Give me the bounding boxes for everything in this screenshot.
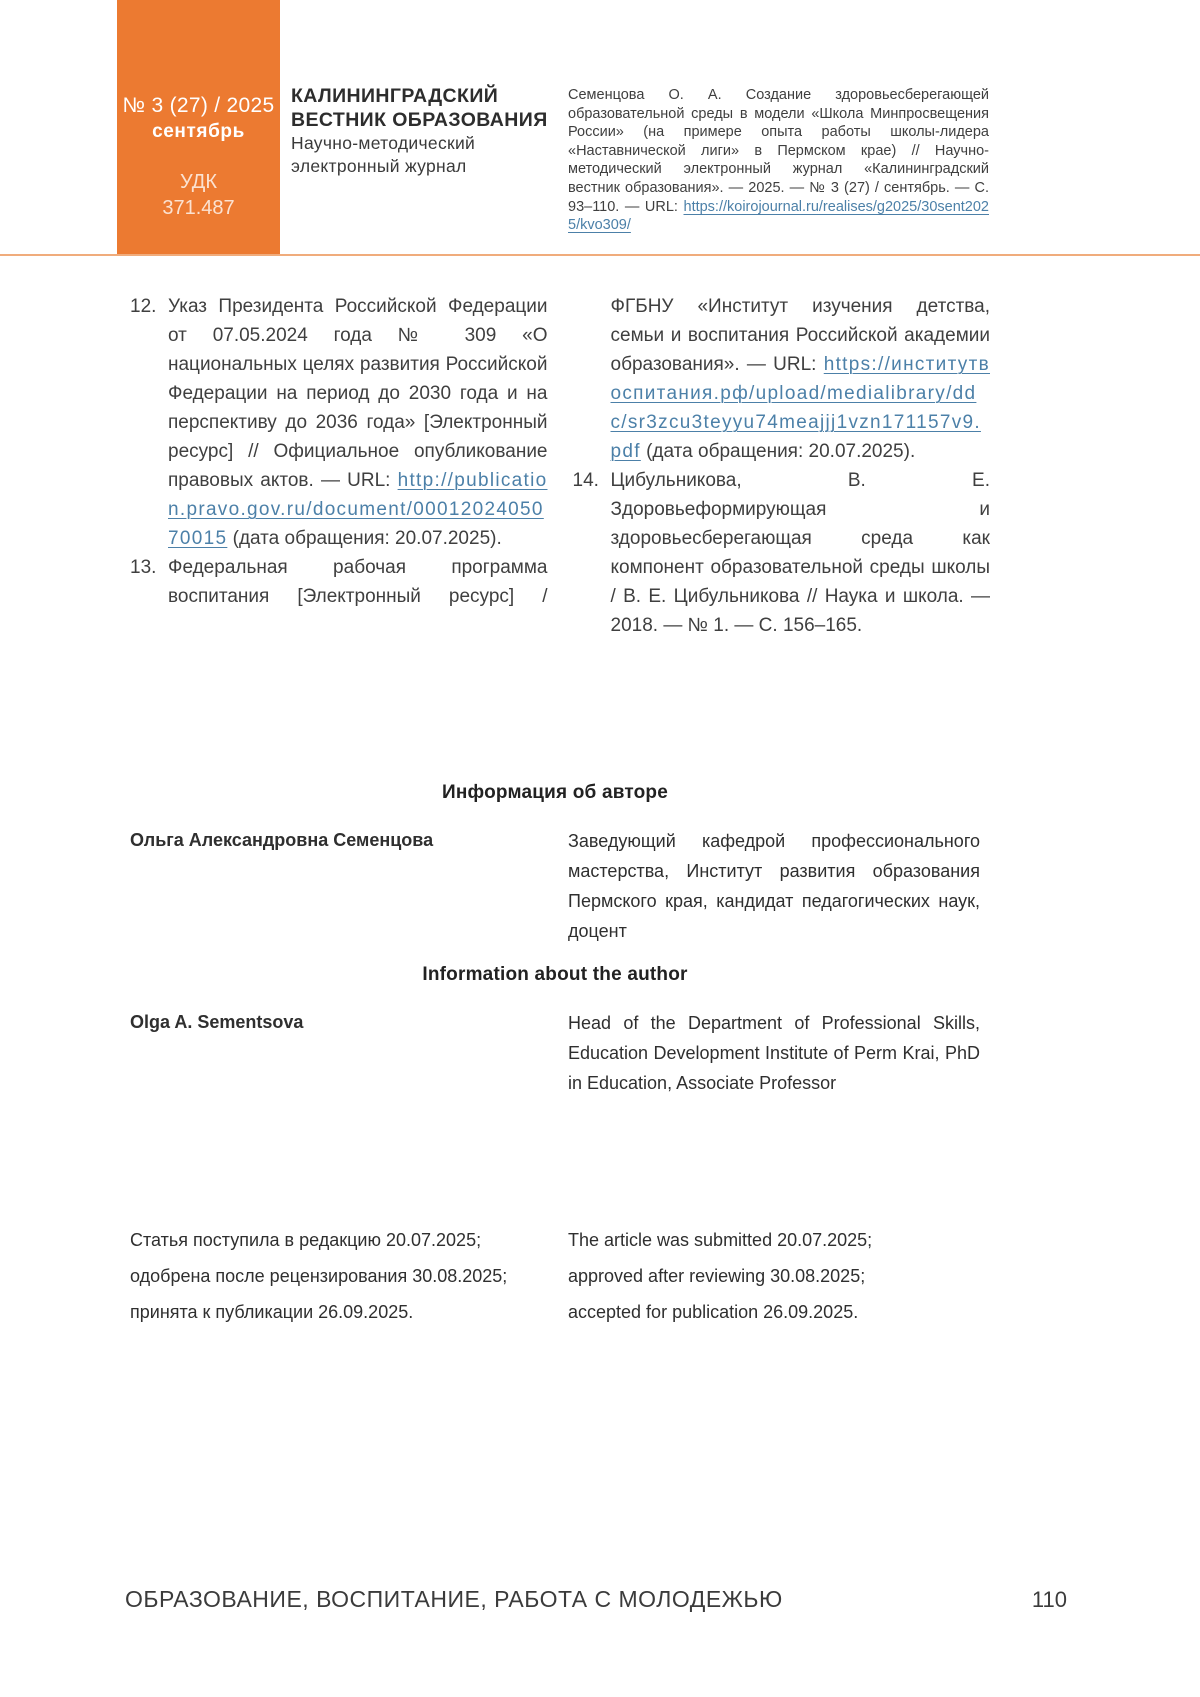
citation-text: Семенцова О. А. Создание здоровьесберегающей образовательной среды в модели «Школа Минпросвещения России» (на примере опыта работы школы-лидера «Наставнической лиги» в Пермском крае) // Научно-методический электронный журнал «Калининградский вестник образования». — 2025. — № 3 (27) / сентябрь. — С. 93–110. — URL: bbox=[568, 87, 989, 215]
journal-subtitle-line1: Научно-методический bbox=[291, 133, 476, 153]
reference-text: Федеральная рабочая программа воспитания [Электронный ресурс] / bbox=[168, 557, 548, 607]
journal-title-line1: КАЛИНИНГРАДСКИЙ bbox=[291, 85, 499, 107]
submission-line: принята к публикации 26.09.2025. bbox=[130, 1302, 414, 1322]
udk-label: УДК bbox=[179, 171, 217, 193]
page-number: 110 bbox=[1031, 1587, 1067, 1612]
reference-text: ФГБНУ «Институт изучения детства, семьи и воспитания Российской академии образования». — URL: bbox=[610, 296, 990, 375]
reference-text: Указ Президента Российской Федерации от 07.05.2024 года № 309 «О национальных целях развития Российской Федерации на период до 2030 года и на перспективу до 2036 года» [Электронный ресурс] // Официальное опубликование правовых актов. — URL: bbox=[168, 296, 548, 491]
author-description-ru: Заведующий кафедрой профессионального мастерства, Институт развития образования Пермского края, кандидат педагогических наук, доцент bbox=[568, 831, 980, 941]
issue-box bbox=[117, 0, 280, 255]
page-footer bbox=[125, 1586, 1067, 1613]
author-info-en-heading: Information about the author bbox=[422, 964, 688, 985]
reference-body bbox=[168, 292, 548, 553]
reference-number: 13. bbox=[130, 557, 157, 578]
reference-number bbox=[573, 292, 611, 466]
submission-dates-en bbox=[568, 1222, 980, 1330]
journal-title-line2: ВЕСТНИК ОБРАЗОВАНИЯ bbox=[291, 109, 548, 131]
author-info-section bbox=[130, 782, 980, 1116]
submission-dates-section bbox=[130, 1222, 980, 1330]
references-column-right bbox=[573, 292, 991, 640]
reference-text: (дата обращения: 20.07.2025). bbox=[227, 528, 502, 549]
author-info-ru-heading: Информация об авторе bbox=[441, 782, 669, 803]
journal-title-block bbox=[291, 84, 548, 178]
submission-line: approved after reviewing 30.08.2025; bbox=[568, 1266, 866, 1286]
author-info-ru-row bbox=[130, 826, 980, 946]
submission-line: The article was submitted 20.07.2025; bbox=[568, 1230, 873, 1250]
reference-item-13-continued bbox=[573, 292, 991, 466]
reference-text: (дата обращения: 20.07.2025). bbox=[640, 441, 916, 462]
reference-url-link[interactable]: http://publication.pravo.gov.ru/document/0001202405070015 bbox=[168, 470, 548, 549]
reference-url-link[interactable]: https://институтвоспитания.рф/upload/medialibrary/ddc/sr3zcu3teyyu74meajjj1vzn171157v9.pdf bbox=[610, 354, 990, 462]
reference-body bbox=[168, 553, 548, 611]
author-info-en-row bbox=[130, 1008, 980, 1098]
issue-number: № 3 (27) / 2025 bbox=[122, 94, 275, 117]
references-column-left bbox=[130, 292, 548, 640]
submission-line: одобрена после рецензирования 30.08.2025; bbox=[130, 1266, 508, 1286]
reference-number: 14. bbox=[572, 470, 599, 491]
reference-item-12 bbox=[130, 292, 548, 553]
author-name-en: Olga A. Sementsova bbox=[130, 1012, 304, 1032]
header-divider bbox=[0, 254, 1200, 256]
submission-line: accepted for publication 26.09.2025. bbox=[568, 1302, 859, 1322]
footer-section-title: ОБРАЗОВАНИЕ, ВОСПИТАНИЕ, РАБОТА С МОЛОДЕЖЬЮ bbox=[125, 1586, 783, 1612]
reference-text: Цибульникова, В. Е. Здоровьеформирующая и здоровьесберегающая среда как компонент образовательной среды школы / В. Е. Цибульникова // Наука и школа. — 2018. — № 1. — С. 156–165. bbox=[610, 470, 990, 636]
submission-line: Статья поступила в редакцию 20.07.2025; bbox=[130, 1230, 482, 1250]
udk-value: 371.487 bbox=[162, 197, 235, 219]
author-description-en: Head of the Department of Professional Skills, Education Development Institute of Perm Krai, PhD in Education, Associate Professor bbox=[568, 1013, 980, 1093]
citation-block bbox=[568, 86, 989, 235]
reference-number: 12. bbox=[130, 296, 157, 317]
reference-body bbox=[611, 466, 991, 640]
issue-month: сентябрь bbox=[152, 121, 245, 142]
journal-subtitle-line2: электронный журнал bbox=[291, 156, 467, 176]
references-section bbox=[130, 292, 990, 640]
reference-item-14 bbox=[573, 466, 991, 640]
author-name-ru: Ольга Александровна Семенцова bbox=[130, 830, 434, 850]
submission-dates-ru bbox=[130, 1222, 568, 1330]
citation-url-link[interactable]: https://koirojournal.ru/realises/g2025/30sent2025/kvo309/ bbox=[568, 198, 989, 234]
reference-item-13 bbox=[130, 553, 548, 611]
reference-body bbox=[611, 292, 991, 466]
